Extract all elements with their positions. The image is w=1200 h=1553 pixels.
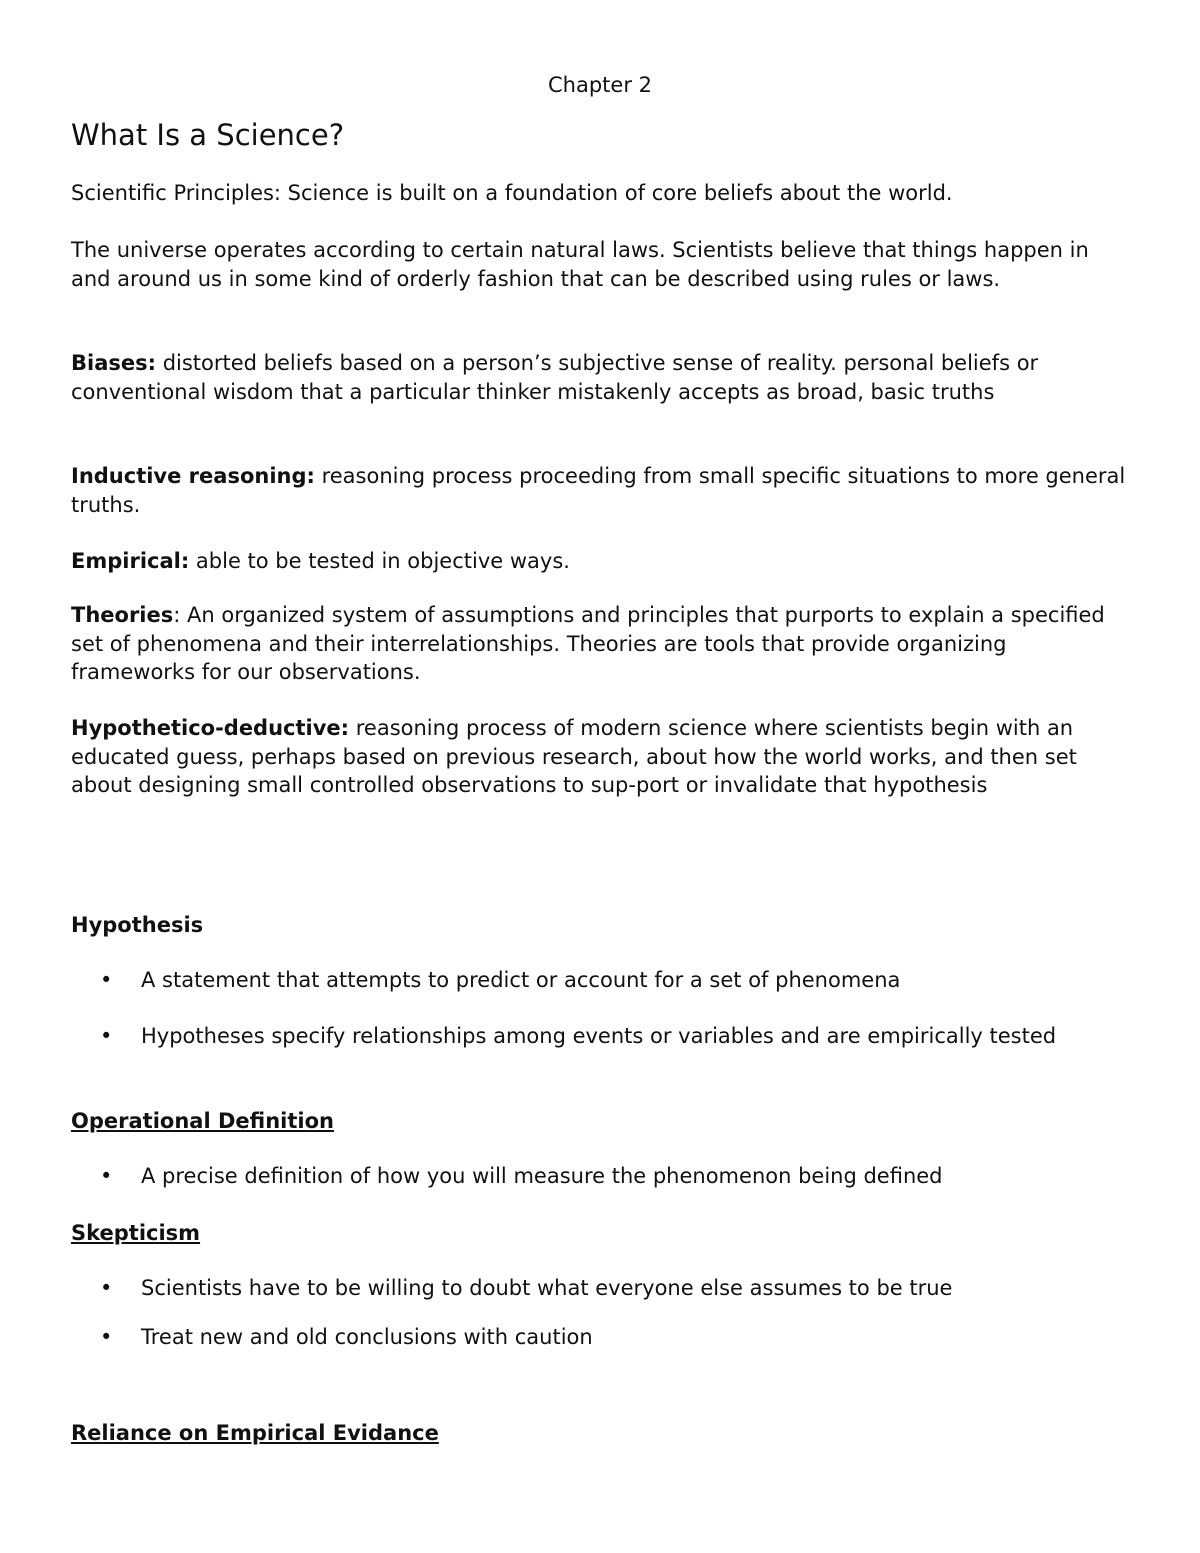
bullet-icon: • — [100, 968, 113, 992]
scientific-principles-paragraph: Scientific Principles: Science is built on a foundation of core beliefs about the world. — [71, 181, 953, 205]
reliance-empirical-evidence-heading: Reliance on Empirical Evidance — [71, 1421, 439, 1445]
bullet-icon: • — [100, 1024, 113, 1048]
hypothesis-heading: Hypothesis — [71, 913, 204, 937]
definition-biases — [71, 349, 1131, 406]
chapter-label: Chapter 2 — [548, 73, 652, 97]
definition-theories — [71, 601, 1131, 687]
page-title: What Is a Science? — [71, 118, 345, 152]
list-item-text: Scientists have to be willing to doubt what everyone else assumes to be true — [141, 1276, 953, 1300]
bullet-icon: • — [100, 1276, 113, 1300]
bullet-icon: • — [100, 1164, 113, 1188]
definition-text: reasoning process proceeding from small specific situations to more general truths. — [71, 464, 1126, 517]
bullet-icon: • — [100, 1325, 113, 1349]
list-item-text: A statement that attempts to predict or account for a set of phenomena — [141, 968, 901, 992]
definition-term: Biases: — [71, 351, 157, 375]
definition-text: reasoning process of modern science where scientists begin with an educated guess, perhaps based on previous research, about how the world works, and then set about designing small controlled observations to sup-port or invalidate that hypothesis — [71, 716, 1077, 797]
universe-laws-paragraph: The universe operates according to certain natural laws. Scientists believe that things happen in and around us in some kind of orderly fashion that can be described using rules or laws. — [71, 238, 1089, 291]
definition-term: Hypothetico-deductive: — [71, 716, 350, 740]
list-item-text: Hypotheses specify relationships among events or variables and are empirically tested — [141, 1024, 1057, 1048]
definition-term: Inductive reasoning: — [71, 464, 315, 488]
definition-text: distorted beliefs based on a person’s subjective sense of reality. personal beliefs or conventional wisdom that a particular thinker mistakenly accepts as broad, basic truths — [71, 351, 1039, 404]
definition-term: Empirical: — [71, 549, 190, 573]
definition-text: able to be tested in objective ways. — [189, 549, 570, 573]
list-item-text: A precise definition of how you will measure the phenomenon being defined — [141, 1164, 943, 1188]
definition-empirical — [71, 547, 1131, 576]
operational-definition-heading: Operational Definition — [71, 1109, 334, 1133]
definition-inductive-reasoning — [71, 462, 1131, 519]
definition-hypothetico-deductive — [71, 714, 1131, 800]
definition-term: Theories — [71, 603, 174, 627]
definition-text: : An organized system of assumptions and principles that purports to explain a specified set of phenomena and their interrelationships. Theories are tools that provide organizing frameworks for our observations. — [71, 603, 1105, 684]
skepticism-heading: Skepticism — [71, 1221, 201, 1245]
list-item-text: Treat new and old conclusions with caution — [141, 1325, 593, 1349]
